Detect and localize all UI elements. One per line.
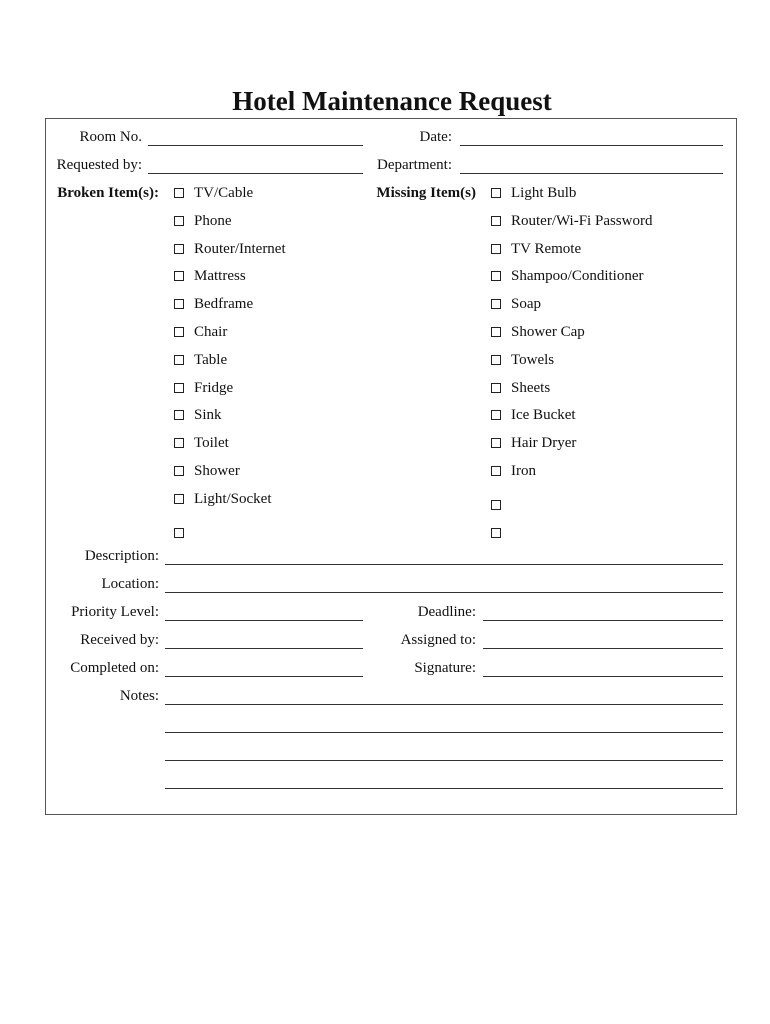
checkbox-label: Shampoo/Conditioner <box>511 268 644 284</box>
deadline-field[interactable] <box>483 620 723 621</box>
checkbox-missing-shower-cap[interactable] <box>491 327 501 337</box>
checkbox-label: Phone <box>194 213 232 229</box>
received-by-field[interactable] <box>165 648 363 649</box>
checkbox-missing-router-wifi-password[interactable] <box>491 216 501 226</box>
checkbox-missing-soap[interactable] <box>491 299 501 309</box>
completed-on-field[interactable] <box>165 676 363 677</box>
form-title: Hotel Maintenance Request <box>232 86 552 116</box>
checkbox-label: Hair Dryer <box>511 435 577 451</box>
checkbox-label: Shower <box>194 463 240 479</box>
signature-label: Signature: <box>414 660 476 676</box>
department-label: Department: <box>377 157 452 173</box>
location-label: Location: <box>101 576 159 592</box>
checkbox-broken-light-socket[interactable] <box>174 494 184 504</box>
date-label: Date: <box>419 129 452 145</box>
checkbox-missing-sheets[interactable] <box>491 383 501 393</box>
checkbox-broken-other[interactable] <box>174 528 184 538</box>
checkbox-broken-toilet[interactable] <box>174 438 184 448</box>
checkbox-broken-tv-cable[interactable] <box>174 188 184 198</box>
checkbox-label: Soap <box>511 296 541 312</box>
notes-label: Notes: <box>119 688 159 704</box>
checkbox-label: Chair <box>194 324 228 340</box>
checkbox-label: Ice Bucket <box>511 407 576 423</box>
notes-line-3[interactable] <box>165 760 723 761</box>
missing-items-label: Missing Item(s) <box>376 185 476 201</box>
checkbox-broken-chair[interactable] <box>174 327 184 337</box>
priority-level-field[interactable] <box>165 620 363 621</box>
checkbox-label: Toilet <box>194 435 229 451</box>
checkbox-missing-ice-bucket[interactable] <box>491 410 501 420</box>
notes-line-2[interactable] <box>165 732 723 733</box>
priority-level-label: Priority Level: <box>71 604 159 620</box>
assigned-to-label: Assigned to: <box>400 632 476 648</box>
checkbox-broken-bedframe[interactable] <box>174 299 184 309</box>
checkbox-missing-other-2[interactable] <box>491 528 501 538</box>
assigned-to-field[interactable] <box>483 648 723 649</box>
checkbox-broken-shower[interactable] <box>174 466 184 476</box>
completed-on-label: Completed on: <box>70 660 159 676</box>
checkbox-missing-hair-dryer[interactable] <box>491 438 501 448</box>
checkbox-broken-fridge[interactable] <box>174 383 184 393</box>
received-by-label: Received by: <box>80 632 159 648</box>
checkbox-missing-shampoo-conditioner[interactable] <box>491 271 501 281</box>
checkbox-label: Iron <box>511 463 536 479</box>
location-field[interactable] <box>165 592 723 593</box>
checkbox-label: Sheets <box>511 380 551 396</box>
date-field[interactable] <box>460 145 723 146</box>
room-no-field[interactable] <box>148 145 363 146</box>
checkbox-label: Table <box>194 352 228 368</box>
checkbox-label: Towels <box>511 352 555 368</box>
signature-field[interactable] <box>483 676 723 677</box>
checkbox-label: TV Remote <box>511 241 582 257</box>
notes-line-4[interactable] <box>165 788 723 789</box>
checkbox-broken-mattress[interactable] <box>174 271 184 281</box>
checkbox-label: Shower Cap <box>511 324 585 340</box>
checkbox-missing-other-1[interactable] <box>491 500 501 510</box>
checkbox-label: Sink <box>194 407 222 423</box>
checkbox-label: Fridge <box>194 380 234 396</box>
checkbox-label: Light/Socket <box>194 491 272 507</box>
checkbox-broken-sink[interactable] <box>174 410 184 420</box>
description-field[interactable] <box>165 564 723 565</box>
checkbox-missing-tv-remote[interactable] <box>491 244 501 254</box>
room-no-label: Room No. <box>79 129 142 145</box>
description-label: Description: <box>84 548 159 564</box>
checkbox-label: TV/Cable <box>194 185 254 201</box>
notes-line-1[interactable] <box>165 704 723 705</box>
checkbox-missing-light-bulb[interactable] <box>491 188 501 198</box>
checkbox-label: Router/Wi-Fi Password <box>511 213 653 229</box>
requested-by-field[interactable] <box>148 173 363 174</box>
requested-by-label: Requested by: <box>56 157 142 173</box>
checkbox-missing-towels[interactable] <box>491 355 501 365</box>
broken-items-label: Broken Item(s): <box>57 185 159 201</box>
checkbox-missing-iron[interactable] <box>491 466 501 476</box>
checkbox-label: Bedframe <box>194 296 254 312</box>
checkbox-label: Router/Internet <box>194 241 286 257</box>
deadline-label: Deadline: <box>417 604 476 620</box>
checkbox-broken-phone[interactable] <box>174 216 184 226</box>
checkbox-label: Mattress <box>194 268 246 284</box>
checkbox-broken-table[interactable] <box>174 355 184 365</box>
department-field[interactable] <box>460 173 723 174</box>
checkbox-label: Light Bulb <box>511 185 577 201</box>
checkbox-broken-router-internet[interactable] <box>174 244 184 254</box>
